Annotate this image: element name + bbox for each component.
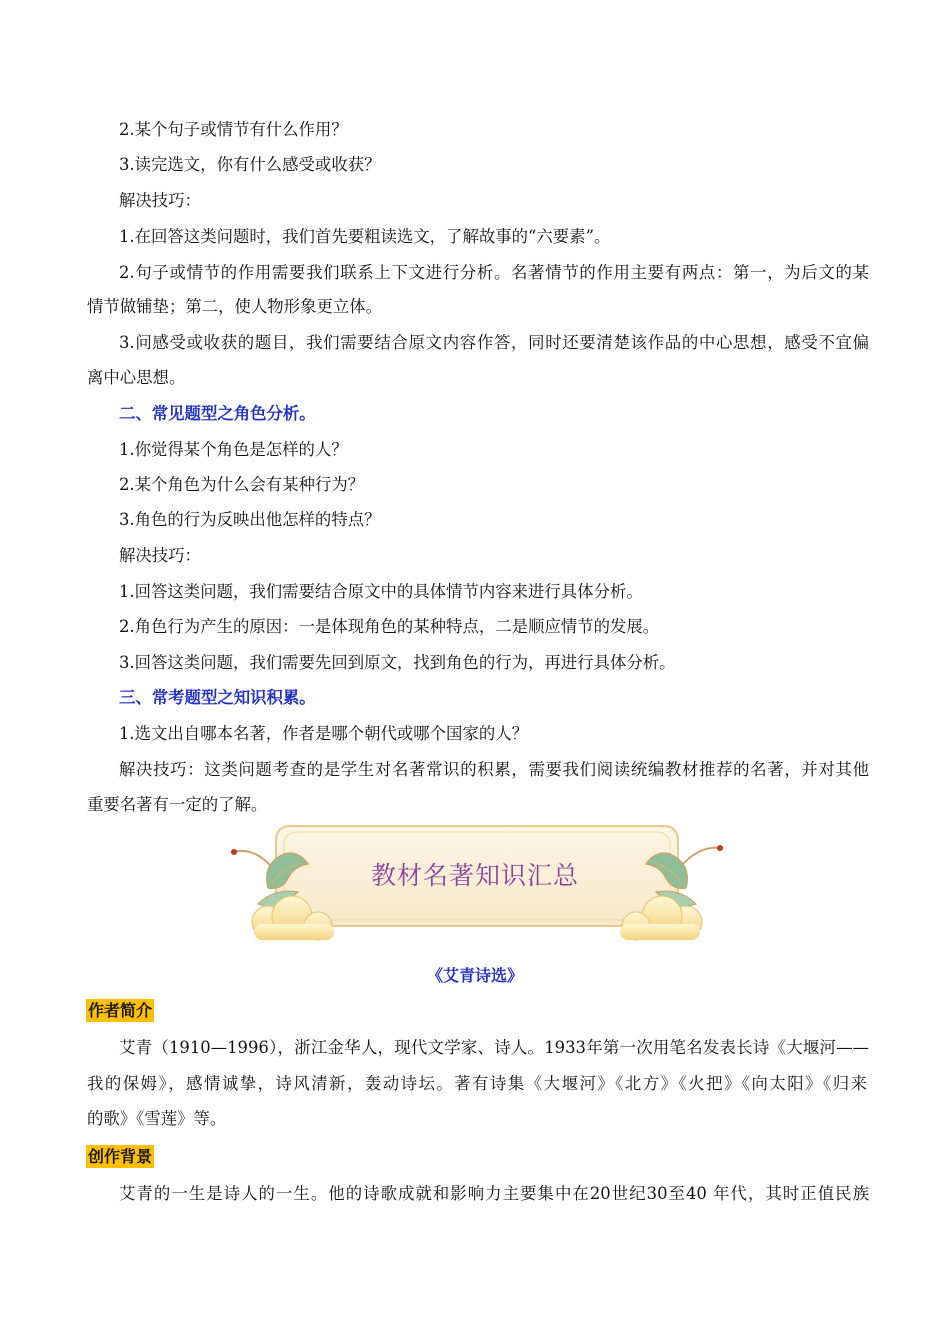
tip-line: 1.在回答这类问题时，我们首先要粗读选文，了解故事的“六要素”。: [119, 227, 611, 246]
author-line: 的歌》《雪莲》等。: [87, 1109, 227, 1128]
question-line: 3.读完选文，你有什么感受或收获？: [119, 155, 381, 174]
tips-label: 解决技巧：: [119, 546, 201, 565]
background-tag: 创作背景: [88, 1147, 153, 1166]
tip-line-cont: 情节做铺垫；第二，使人物形象更立体。: [87, 297, 383, 316]
tip-line: 解决技巧：这类问题考查的是学生对名著常识的积累，需要我们阅读统编教材推荐的名著，并对其他: [119, 760, 869, 779]
question-line: 3.角色的行为反映出他怎样的特点？: [119, 510, 381, 529]
author-line: 我的保姆》，感情诚挚，诗风清新，轰动诗坛。著有诗集《大堰河》《北方》《火把》《向太阳》《归来: [87, 1074, 867, 1093]
tip-line: 3.问感受或收获的题目，我们需要结合原文内容作答，同时还要清楚该作品的中心思想，感受不宜偏: [119, 333, 869, 352]
tip-line-cont: 重要名著有一定的了解。: [87, 795, 268, 814]
section-heading: 三、常考题型之知识积累。: [119, 688, 316, 707]
section-heading: 二、常见题型之角色分析。: [119, 404, 316, 423]
banner-title: 教材名著知识汇总: [370, 861, 579, 890]
background-line: 艾青的一生是诗人的一生。他的诗歌成就和影响力主要集中在20世纪30至40 年代，其时正值民族: [119, 1184, 869, 1203]
tip-line: 2.句子或情节的作用需要我们联系上下文进行分析。名著情节的作用主要有两点：第一，为后文的某: [119, 263, 869, 282]
question-line: 1.选文出自哪本名著，作者是哪个朝代或哪个国家的人？: [119, 724, 529, 743]
book-title: 《艾青诗选》: [426, 966, 523, 985]
author-line: 艾青（1910—1996），浙江金华人，现代文学家、诗人。1933年第一次用笔名发表长诗《大堰河——: [119, 1038, 869, 1057]
question-line: 2.某个句子或情节有什么作用？: [119, 120, 348, 139]
tip-line: 3.回答这类问题，我们需要先回到原文，找到角色的行为，再进行具体分析。: [119, 653, 676, 672]
question-line: 2.某个角色为什么会有某种行为？: [119, 475, 365, 494]
author-tag: 作者简介: [88, 1001, 153, 1020]
tips-label: 解决技巧：: [119, 191, 201, 210]
tip-line: 1.回答这类问题，我们需要结合原文中的具体情节内容来进行具体分析。: [119, 582, 643, 601]
tip-line-cont: 离中心思想。: [87, 368, 186, 387]
question-line: 1.你觉得某个角色是怎样的人？: [119, 440, 348, 459]
tip-line: 2.角色行为产生的原因：一是体现角色的某种特点，二是顺应情节的发展。: [119, 617, 660, 636]
